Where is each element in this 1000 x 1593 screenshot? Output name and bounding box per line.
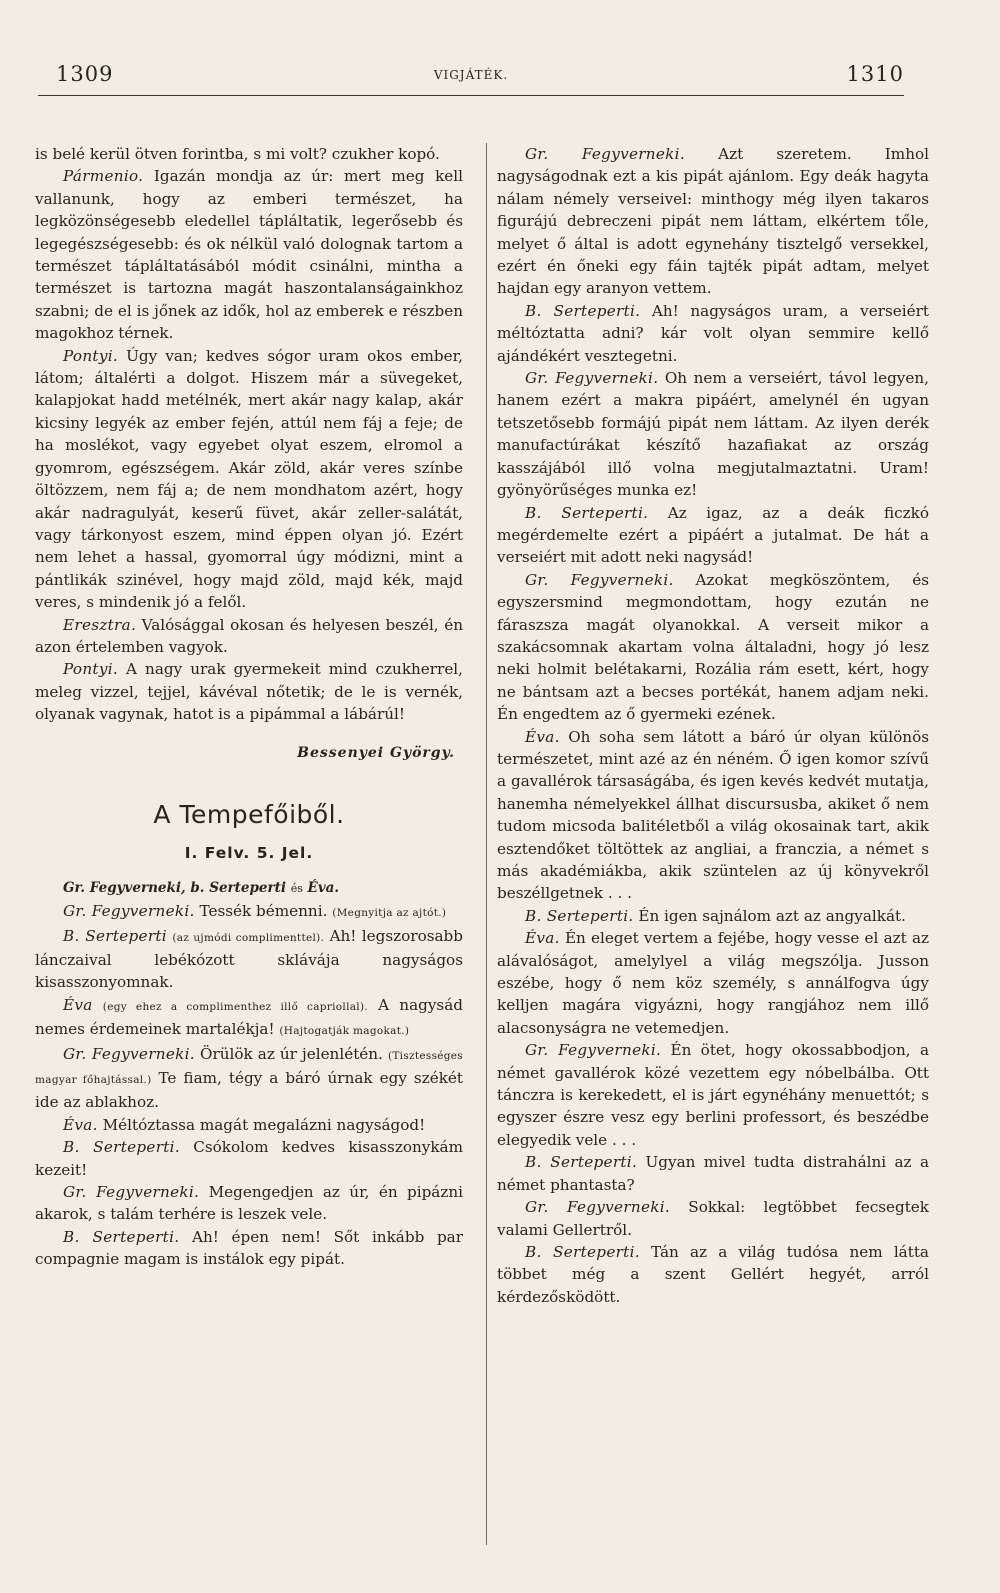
speaker: Gr. Fegyverneki.: [525, 1198, 671, 1217]
speech: B. Serteperti. Én igen sajnálom azt az angyalkát.: [525, 906, 906, 925]
speech: Gr. Fegyverneki. Tessék bémenni. (Megnyitja az ajtót.): [63, 902, 447, 921]
speech: B. Serteperti. Tán az a világ tudósa nem látta többet még a szent Gellért hegyét, arról kérdezősködött.: [497, 1242, 929, 1306]
speaker: Éva: [63, 995, 93, 1014]
speech: B. Serteperti. Csókolom kedves kisasszonykám kezeit!: [35, 1138, 463, 1179]
stage-direction: (Megnyitja az ajtót.): [332, 907, 447, 920]
speech: Gr. Fegyverneki. Örülök az úr jelenlétén. (Tisztességes magyar főhajtással.) Te fiam, tégy a báró úrnak egy székét ide az ablakhoz.: [35, 1044, 463, 1112]
speaker: B. Serteperti: [63, 926, 167, 945]
speaker: Gr. Fegyverneki.: [63, 1044, 195, 1063]
speaker: Eresztra.: [63, 615, 137, 634]
speaker: Éva.: [525, 929, 560, 948]
speaker: Gr. Fegyverneki.: [63, 902, 195, 921]
speaker: Éva.: [63, 1115, 98, 1134]
speech: Gr. Fegyverneki. Oh nem a verseiért, távol legyen, hanem ezért a makra pipáért, amelynél én ugyan tetszetősebb formájú pipát nem láttam. Az ilyen derék manufactúrákat készítő hazafiakat az ország kasszájából illő volna megjutalmaztatni. Uram! gyönyörűséges munka ez!: [497, 369, 929, 500]
speech: Pontyi. Úgy van; kedves sógor uram okos ember, látom; általérti a dolgot. Hiszem már a süvegeket, kalapjokat hadd metélnék, mert akár nagy kalap, akár kicsiny legyék az ember fején, attúl nem fáj a feje; de ha moslékot, vagy egyebet olyat eszem, elromol a gyomrom, egészségem. Akár zöld, akár veres színbe öltözzem, nem fáj a; de nem mondhatom azért, hogy akár nadragulyát, keserű füvet, akár zeller-salátát, vagy tárkonyost eszem, mind éppen olyan jó. Ezért nem lehet a hassal, gyomorral úgy módizni, mint a pántlikák szinével, hogy majd zöld, majd kék, majd veres, s mindenik jó a felől.: [35, 346, 463, 612]
header-rule: [38, 95, 904, 96]
speaker: Gr. Fegyverneki.: [525, 369, 659, 388]
speaker: B. Serteperti.: [63, 1227, 180, 1246]
speaker: Pármenio.: [63, 167, 144, 186]
section-title: A Tempefőiből.: [153, 799, 345, 829]
speech: B. Serteperti. Ugyan mivel tudta distrahálni az a német phantasta?: [497, 1153, 929, 1194]
speaker: B. Serteperti.: [525, 1153, 638, 1172]
right-column: [497, 143, 929, 1308]
page-number-left: 1309: [56, 62, 114, 86]
running-title: VIGJÁTÉK.: [433, 68, 509, 82]
stage-direction: (egy ehez a complimenthez illő capriollal).: [102, 1000, 368, 1013]
speech: B. Serteperti. Ah! épen nem! Sőt inkább par compagnie magam is instálok egy pipát.: [35, 1227, 463, 1269]
speaker: B. Serteperti.: [525, 1242, 640, 1261]
speaker: Gr. Fegyverneki.: [525, 145, 685, 163]
speech: B. Serteperti. Ah! nagyságos uram, a verseiért méltóztatta adni? kár volt olyan semmire kellő ajándékért vesztegetni.: [497, 301, 929, 365]
stage-direction: (Hajtogatják magokat.): [279, 1025, 410, 1038]
speech: Gr. Fegyverneki. Sokkal: legtöbbet fecsegtek valami Gellertről.: [497, 1198, 929, 1239]
paragraph: is belé kerül ötven forintba, s mi volt? czukher kopó.: [35, 145, 440, 163]
speech: B. Serteperti. Az igaz, az a deák ficzkó megérdemelte ezért a pipáért a jutalmat. De hát a verseiért mit adott neki nagysád!: [497, 503, 929, 567]
speaker: B. Serteperti.: [525, 906, 634, 925]
stage-direction: (az ujmódi complimenttel).: [172, 931, 325, 944]
speech: Pontyi. A nagy urak gyermekeit mind czukherrel, meleg vizzel, tejjel, kávéval nőtetik; de le is vernék, olyanak vagynak, hatot is a pipámmal a lábárúl!: [35, 660, 463, 724]
speech: B. Serteperti (az ujmódi complimenttel). Ah! legszorosabb lánczaival lebékózott sklávája nagyságos kisasszonyomnak.: [35, 926, 464, 992]
speech: Eresztra. Valósággal okosan és helyesen beszél, én azon értelemben vagyok.: [35, 615, 463, 656]
speech: Éva. Méltóztassa magát megalázni nagyságod!: [63, 1115, 426, 1134]
left-column: [35, 143, 463, 1271]
speaker: Éva.: [525, 727, 560, 746]
page-header: [38, 62, 904, 94]
act-scene-heading: I. Felv. 5. Jel.: [184, 844, 314, 863]
speech: Gr. Fegyverneki. Azokat megköszöntem, és egyszersmind megmondottam, hogy ezután ne fáraszsza magát olyanokkal. A verseit mikor a szakácsomnak akartam volna általadni, hogy jó lesz neki holmit belétakarni, Rozália rám esett, kért, hogy ne bántsam azt a becses portékát, hanem adjam neki. Én engedtem az ő gyermeki ezének.: [497, 570, 929, 724]
column-divider: [486, 143, 487, 1545]
speech: Éva (egy ehez a complimenthez illő capriollal). A nagysád nemes érdemeinek martalékja! (Hajtogatják magokat.): [35, 995, 463, 1039]
stage-direction: (Tisztességes magyar főhajtással.): [35, 1049, 463, 1087]
speaker: Gr. Fegyverneki.: [525, 570, 674, 589]
speaker: Gr. Fegyverneki.: [525, 1041, 662, 1060]
speaker: B. Serteperti.: [63, 1138, 180, 1157]
page-number-right: 1310: [846, 62, 904, 86]
speech: Gr. Fegyverneki. Azt szeretem. Imhol nagyságodnak ezt a kis pipát ajánlom. Egy deák hagyta nálam némely verseivel: minthogy még ilyen takaros figurájú debreczeni pipát nem láttam, elkértem tőle, melyet ő által is adott egynehány tisztelgő versekkel, ezért én őneki egy fáin tajték pipát adtam, melyet hajdan egy aranyon vettem.: [497, 145, 929, 298]
speaker: Pontyi.: [63, 660, 118, 679]
author-signature: Bessenyei György.: [297, 744, 455, 761]
speaker: Gr. Fegyverneki.: [63, 1183, 200, 1202]
speech: Éva. Én eleget vertem a fejébe, hogy vesse el azt az alávalóságot, amelylyel a világ megszólja. Jusson eszébe, hogy ő nem köz személy, s annálfogva úgy kelljen magára vigyázni, hogy rangjához nem illő alacsonyságra ne vetemedjen.: [497, 929, 930, 1037]
speaker: Pontyi.: [63, 346, 118, 365]
speech: Gr. Fegyverneki. Én ötet, hogy okossabbodjon, a német gavallérok közé vezettem egy nóbelbálba. Ott tánczra is kerekedett, el is járt egynéhány menuettót; s egyszer észre vesz egy berlini professort, és beszédbe elegyedik vele . . .: [497, 1041, 929, 1149]
speaker: B. Serteperti.: [525, 503, 649, 522]
speech: Pármenio. Igazán mondja az úr: mert meg kell vallanunk, hogy az emberi természet, ha legközönségesebb eledellel tápláltatik, legerősebb és legegészségesebb: és ok nélkül való dolognak tartom a természet tápláltatásából módit csinálni, mintha a természet is tartozna magát haszontalanságainkhoz szabni; de el is jőnek az idők, hol az emberek e részben magokhoz térnek.: [35, 167, 463, 343]
speaker: B. Serteperti.: [525, 301, 641, 320]
speech: Éva. Oh soha sem látott a báró úr olyan különös természetet, mint azé az én néném. Ő igen komor szívű a gavallérok társaságába, és igen kevés kedvét mutatja, hanemha némelyekkel állhat discursusba, akiket ő nem tudom micsoda balitéletből a világ okosainak tart, akik esztendőket töltöttek az angliai, a franczia, a német s más akadémiákba, akik szüntelen az új könyvekről beszéllgetnek . . .: [497, 727, 930, 903]
speech: Gr. Fegyverneki. Megengedjen az úr, én pipázni akarok, s talám terhére is leszek vele.: [35, 1183, 463, 1224]
cast-list: Gr. Fegyverneki, b. Serteperti és Éva.: [63, 879, 340, 896]
